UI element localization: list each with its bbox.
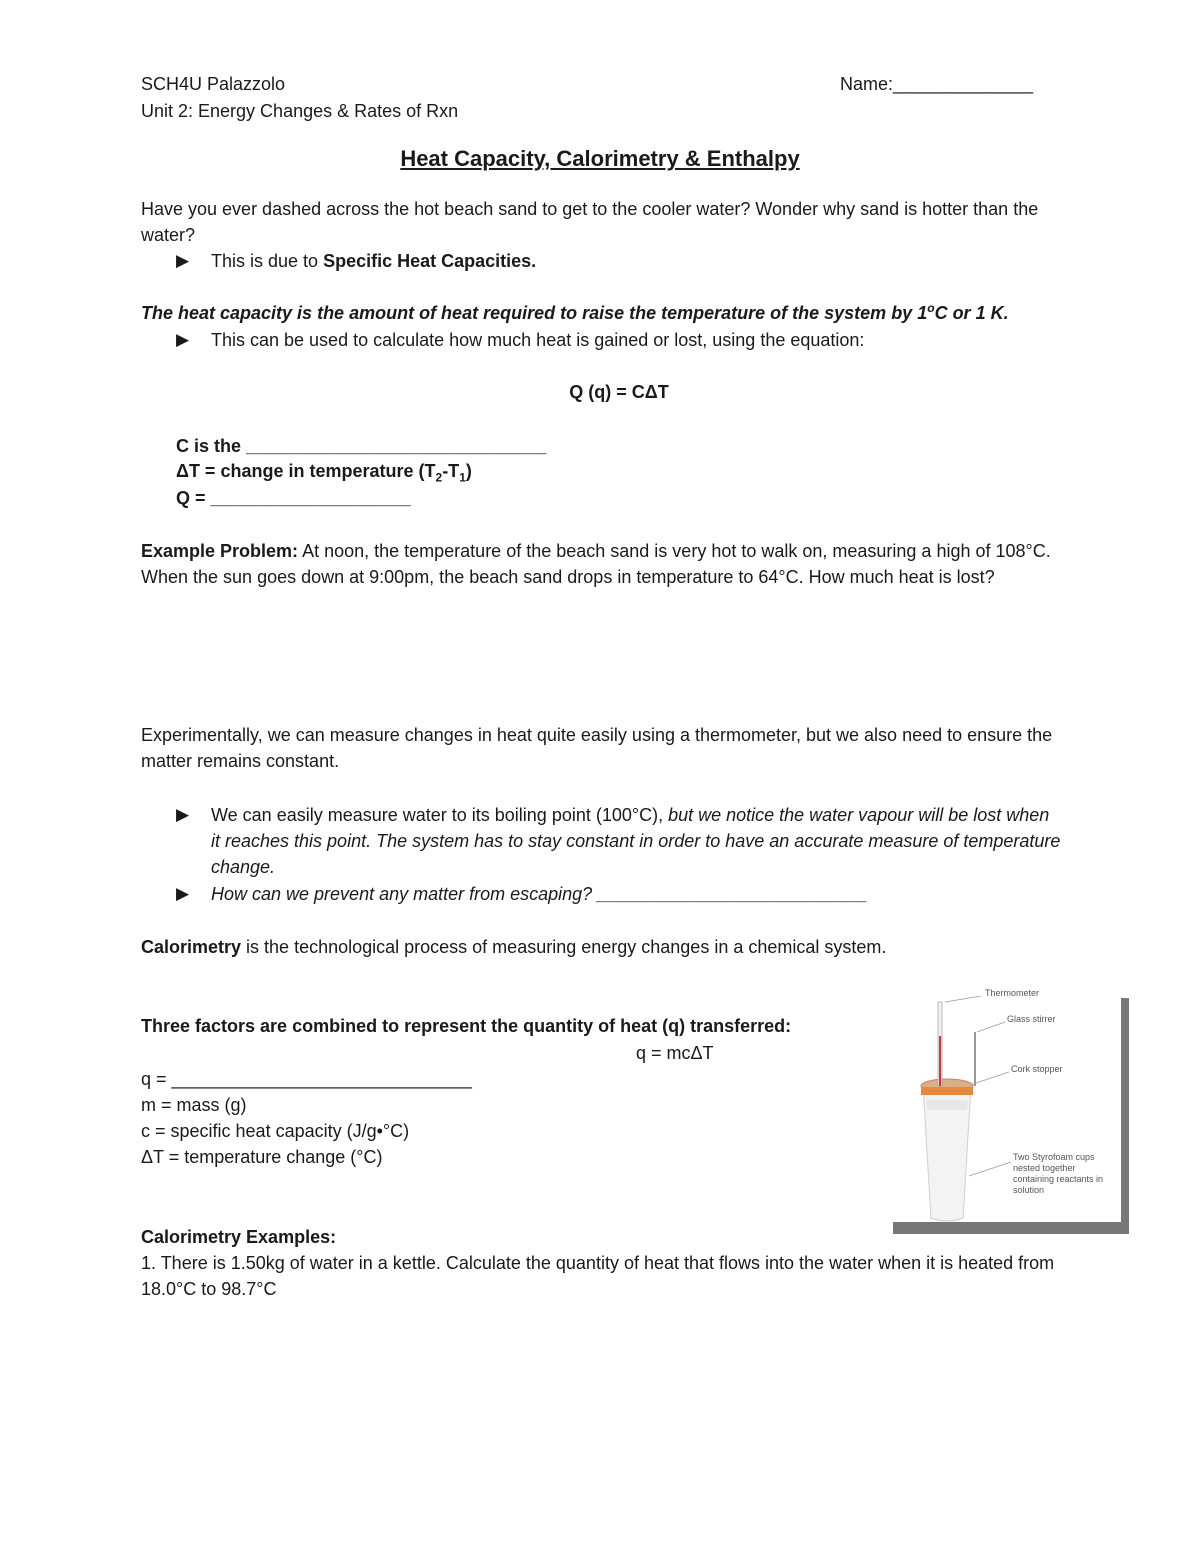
delta-t-definition: [176, 458, 472, 484]
intro-bullet: [211, 248, 1071, 274]
bullet-icon: ▶: [176, 330, 190, 349]
figure-label-cork: Cork stopper: [1011, 1064, 1063, 1074]
dt-end: ): [465, 461, 472, 481]
c-definition-blank: C is the ______________________________: [176, 436, 547, 456]
intro-paragraph: Have you ever dashed across the hot beach sand to get to the cooler water? Wonder why sand is hotter than the water?: [141, 199, 1039, 245]
experimental-paragraph: Experimentally, we can measure changes in heat quite easily using a thermometer, but we also need to ensure the matter remains constant.: [141, 725, 1053, 771]
bullet-icon: ▶: [176, 884, 190, 903]
definition-bullet: This can be used to calculate how much heat is gained or lost, using the equation:: [211, 330, 865, 350]
figure-label-cups: Two Styrofoam cups nested together containing reactants in solution: [1013, 1152, 1104, 1195]
dt-sub-2: 2: [435, 470, 443, 485]
figure-frame-bottom: [893, 1222, 1129, 1234]
delta-t-line: ΔT = temperature change (°C): [141, 1147, 383, 1167]
c-definition: c = specific heat capacity (J/g•°C): [141, 1121, 410, 1141]
q-definition-blank: Q = ____________________: [176, 488, 411, 508]
calorimetry-text: is the technological process of measuring energy changes in a chemical system.: [241, 937, 887, 957]
calorimetry-term: Calorimetry: [141, 937, 242, 957]
calorimeter-figure: [893, 988, 1129, 1234]
equation-q-mcdt: q = mcΔT: [636, 1043, 714, 1063]
m-definition: m = mass (g): [141, 1095, 247, 1115]
example-problem: [141, 538, 1071, 590]
definition-text: The heat capacity is the amount of heat required to raise the temperature of the system by 1: [141, 303, 928, 323]
calorimeter-drawing: [893, 996, 1129, 1234]
examples-heading: Calorimetry Examples:: [141, 1227, 337, 1247]
boiling-italic: but we notice the water vapour will be lost when it reaches this point. The system has to stay constant in order to have an accurate measure of temperature change.: [211, 805, 1061, 877]
bullet-icon: ▶: [176, 805, 190, 824]
leader-line-cups: [969, 1162, 1011, 1176]
boiling-plain: We can easily measure water to its boiling point (100°C),: [211, 805, 669, 825]
example-text: At noon, the temperature of the beach sand is very hot to walk on, measuring a high of 108°C. When the sun goes down at 9:00pm, the beach sand drops in temperature to 64°C. How much heat is lost?: [141, 541, 1051, 587]
heat-capacity-definition: [141, 300, 1071, 326]
boiling-point-bullet: [211, 802, 1061, 880]
cup-rim: [921, 1087, 973, 1095]
figure-frame-right: [1121, 998, 1129, 1234]
calorimetry-definition: [141, 934, 1061, 960]
cup-seam: [926, 1100, 968, 1110]
q-blank: q = ______________________________: [141, 1069, 472, 1089]
dt-prefix: ΔT = change in temperature (T: [176, 461, 436, 481]
course-label: SCH4U Palazzolo: [141, 74, 286, 94]
factors-heading: Three factors are combined to represent the quantity of heat (q) transferred:: [141, 1016, 792, 1036]
leader-line-stirrer: [977, 1022, 1005, 1032]
unit-label: Unit 2: Energy Changes & Rates of Rxn: [141, 101, 459, 121]
leader-line-cork: [973, 1072, 1009, 1084]
dt-mid: -T: [442, 461, 460, 481]
leader-line-thermometer: [945, 996, 981, 1002]
figure-label-stirrer: Glass stirrer: [1007, 1014, 1056, 1024]
definition-sup: o: [927, 301, 935, 315]
escape-question-bullet: How can we prevent any matter from escaping? ___________________________: [211, 884, 868, 904]
dt-sub-1: 1: [459, 470, 466, 485]
name-field-label: Name:______________: [840, 74, 1034, 94]
equation-q-cdt: Q (q) = CΔT: [569, 382, 669, 402]
bullet-icon: ▶: [176, 251, 190, 270]
page-title: Heat Capacity, Calorimetry & Enthalpy: [400, 146, 800, 171]
thermometer-mercury: [939, 1036, 941, 1086]
intro-bullet-text: This is due to: [211, 251, 324, 271]
example-1: 1. There is 1.50kg of water in a kettle. Calculate the quantity of heat that flows into the water when it is heated from 18.0°C to 98.7°C: [141, 1253, 1055, 1299]
example-label: Example Problem:: [141, 541, 299, 561]
intro-bullet-bold: Specific Heat Capacities.: [323, 251, 537, 271]
figure-label-thermometer: Thermometer: [985, 988, 1040, 998]
definition-tail: C or 1 K.: [934, 303, 1009, 323]
